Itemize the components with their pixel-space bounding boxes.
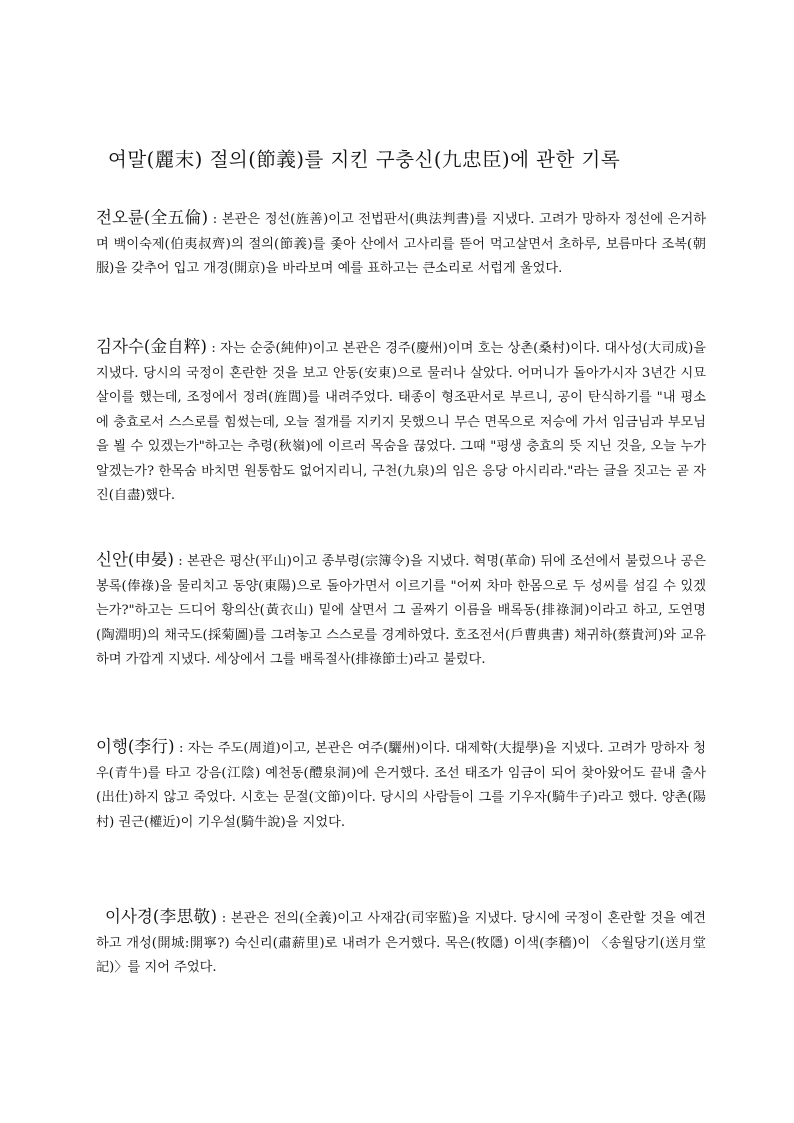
- entry-text: : 자는 순중(純仲)이고 본관은 경주(慶州)이며 호는 상촌(桑村)이다. 대사성(大司成)을 지냈다. 당시의 국정이 혼란한 것을 보고 안동(安東)으로 물러나 살았다. 어머니가 돌아가시자 3년간 시묘살이를 했는데, 조정에서 정려(旌閭)를 내려주었다. 태종이 형조판서로 부르니, 공이 탄식하기를 "내 평소에 충효로서 스스로를 힘썼는데, 오늘 절개를 지키지 못했으니 무슨 면목으로 저승에 가서 임금님과 부모님을 뵐 수 있겠는가"하고는 추령(秋嶺)에 이르러 목숨을 끊었다. 그때 "평생 충효의 뜻 지닌 것을, 오늘 누가 알겠는가? 한목숨 바치면 원통함도 없어지리니, 구천(九泉)의 임은 응당 아시리라."라는 글을 짓고는 곧 자진(自盡)했다.: [96, 341, 706, 503]
- document-title: 여말(麗末) 절의(節義)를 지킨 구충신(九忠臣)에 관한 기록: [108, 148, 621, 171]
- entry-name: 신안(申晏): [96, 550, 174, 569]
- entry-lee-haeng: [96, 735, 706, 835]
- entry-name: 전오륜(全五倫): [96, 208, 209, 227]
- entry-name: 이사경(李思敬): [105, 907, 218, 926]
- entry-kim-jasu: [96, 335, 706, 509]
- entry-text: : 본관은 정선(旌善)이고 전법판서(典法判書)를 지냈다. 고려가 망하자 정선에 은거하며 백이숙제(伯夷叔齊)의 절의(節義)를 좇아 산에서 고사리를 뜯어 먹고살면서 초하루, 보름마다 조복(朝服)을 갖추어 입고 개경(開京)을 바라보며 예를 표하고는 큰소리로 서럽게 울었다.: [96, 212, 706, 276]
- entry-name: 김자수(金自粹): [96, 337, 207, 356]
- entry-sin-an: [96, 548, 706, 673]
- entry-text: : 본관은 전의(全義)이고 사재감(司宰監)을 지냈다. 당시에 국정이 혼란할 것을 예견하고 개성(開城:開寧?) 숙신리(肅薪里)로 내려가 은거했다. 목은(牧隱) 이색(李穡)이 〈송월당기(送月堂記)〉를 지어 주었다.: [96, 911, 706, 975]
- entry-lee-sagyeong: [96, 905, 706, 981]
- entry-jeon-oryun: [96, 206, 706, 282]
- entry-name: 이행(李行): [96, 737, 175, 756]
- entry-text: : 본관은 평산(平山)이고 종부령(宗簿令)을 지냈다. 혁명(革命) 뒤에 조선에서 불렀으나 공은 봉록(俸祿)을 물리치고 동양(東陽)으로 돌아가면서 이르기를 "어찌 차마 한몸으로 두 성씨를 섬길 수 있겠는가?"하고는 드디어 황의산(黃衣山) 밑에 살면서 그 골짜기 이름을 배록동(排祿洞)이라고 하고, 도연명(陶淵明)의 채국도(採菊圖)를 그려놓고 스스로를 경계하였다. 호조전서(戶曹典書) 채귀하(蔡貴河)와 교유하며 가깝게 지냈다. 세상에서 그를 배록절사(排祿節士)라고 불렀다.: [96, 554, 706, 667]
- entry-text: : 자는 주도(周道)이고, 본관은 여주(驪州)이다. 대제학(大提學)을 지냈다. 고려가 망하자 청우(青牛)를 타고 강음(江陰) 예천동(醴泉洞)에 은거했다. 조선 태조가 임금이 되어 찾아왔어도 끝내 출사(出仕)하지 않고 죽었다. 시호는 문절(文節)이다. 당시의 사람들이 그를 기우자(騎牛子)라고 했다. 양촌(陽村) 권근(權近)이 기우설(騎牛說)을 지었다.: [96, 741, 706, 830]
